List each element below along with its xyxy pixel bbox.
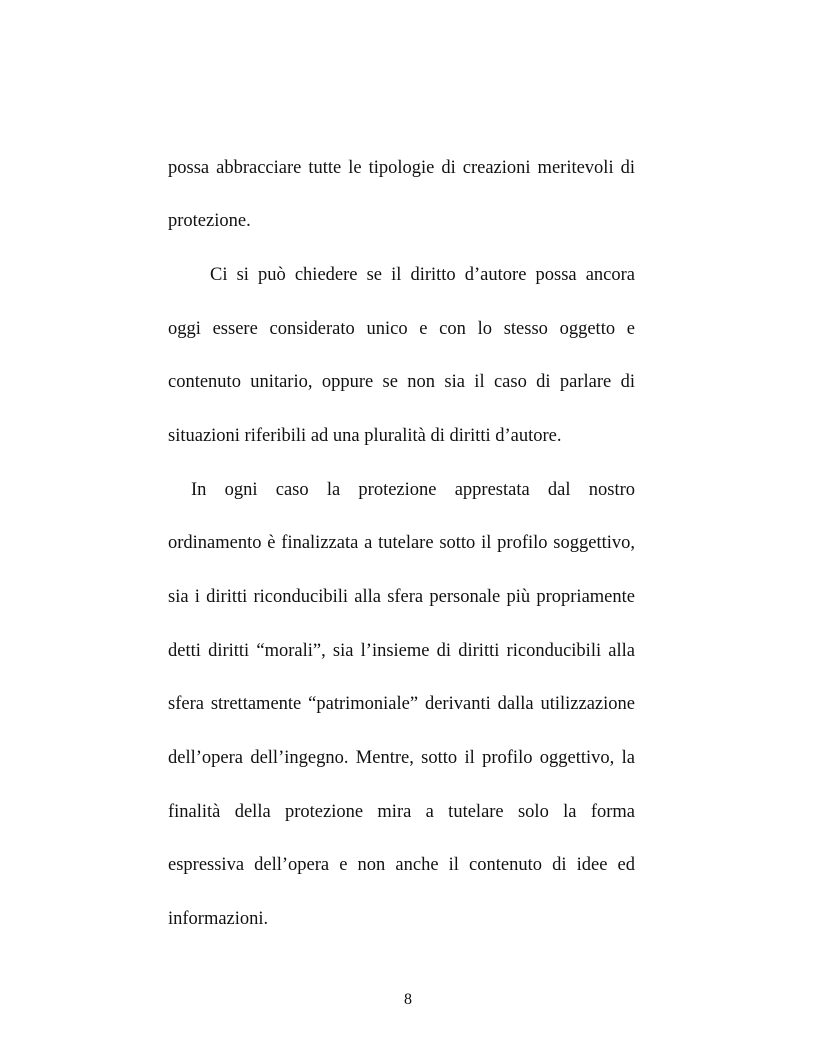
paragraph-2-line-2: oggi essere considerato unico e con lo stesso oggetto e [168, 319, 635, 339]
paragraph-2-line-1: Ci si può chiedere se il diritto d’autore possa ancora [210, 265, 635, 285]
paragraph-3-line-9: informazioni. [168, 909, 269, 929]
paragraph-3-line-1: In ogni caso la protezione apprestata dal nostro [191, 480, 635, 500]
paragraph-1-line-2: protezione. [168, 211, 251, 231]
paragraph-3-line-5: sfera strettamente “patrimoniale” derivanti dalla utilizzazione [168, 694, 635, 714]
paragraph-3-line-2: ordinamento è finalizzata a tutelare sotto il profilo soggettivo, [168, 533, 635, 553]
paragraph-3-line-7: finalità della protezione mira a tutelare solo la forma [168, 802, 635, 822]
page-number: 8 [404, 991, 412, 1008]
paragraph-2-line-3: contenuto unitario, oppure se non sia il caso di parlare di [168, 372, 635, 392]
paragraph-3-line-3: sia i diritti riconducibili alla sfera personale più propriamente [168, 587, 635, 607]
paragraph-3-line-4: detti diritti “morali”, sia l’insieme di diritti riconducibili alla [168, 641, 635, 661]
paragraph-1-line-1: possa abbracciare tutte le tipologie di creazioni meritevoli di [168, 158, 635, 178]
paragraph-3-line-8: espressiva dell’opera e non anche il contenuto di idee ed [168, 855, 635, 875]
paragraph-3-line-6: dell’opera dell’ingegno. Mentre, sotto il profilo oggettivo, la [168, 748, 635, 768]
paragraph-2-line-4: situazioni riferibili ad una pluralità di diritti d’autore. [168, 426, 562, 446]
